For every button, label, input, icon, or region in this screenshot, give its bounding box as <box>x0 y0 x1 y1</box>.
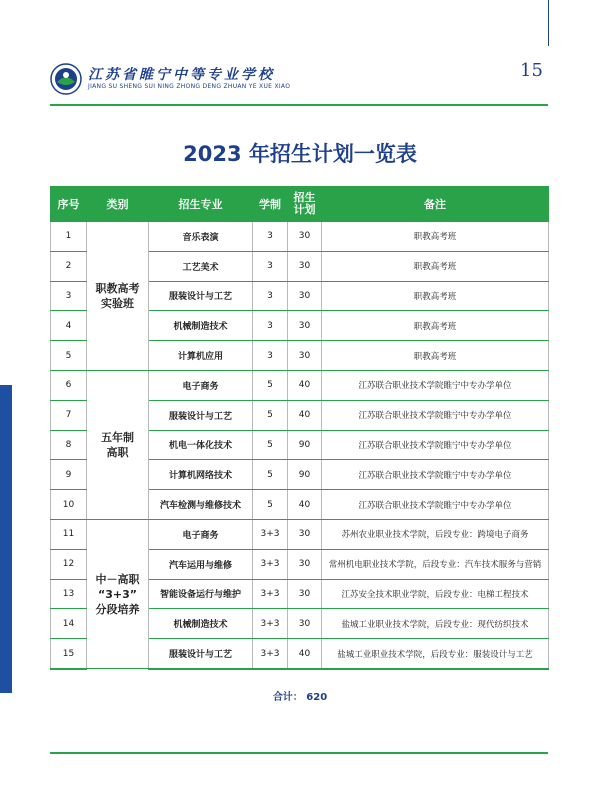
cell-major: 计算机网络技术 <box>149 460 253 490</box>
cell-no: 4 <box>51 311 87 341</box>
cell-plan: 30 <box>288 251 322 281</box>
cell-no: 9 <box>51 460 87 490</box>
cell-major: 服装设计与工艺 <box>149 400 253 430</box>
school-name-cn: 江苏省睢宁中等专业学校 <box>88 67 275 83</box>
school-name-pinyin: JIANG SU SHENG SUI NING ZHONG DENG ZHUAN YE XUE XIAO <box>88 83 291 90</box>
category-line: “3+3” <box>98 587 137 601</box>
cell-years: 3+3 <box>253 519 288 549</box>
cell-years: 5 <box>253 460 288 490</box>
top-vertical-line <box>548 0 549 46</box>
cell-plan: 40 <box>288 639 322 669</box>
cell-note: 常州机电职业技术学院，后段专业：汽车技术服务与营销 <box>322 549 549 579</box>
total-label: 合计： <box>272 692 303 703</box>
cell-major: 汽车检测与维修技术 <box>149 490 253 520</box>
header-major: 招生专业 <box>149 187 253 222</box>
cell-no: 11 <box>51 519 87 549</box>
cell-note: 职教高考班 <box>322 281 549 311</box>
table-row <box>51 370 549 400</box>
cell-major: 汽车运用与维修 <box>149 549 253 579</box>
cell-plan: 90 <box>288 430 322 460</box>
cell-no: 12 <box>51 549 87 579</box>
category-line: 职教高考 <box>95 281 140 295</box>
cell-years: 5 <box>253 370 288 400</box>
cell-note: 苏州农业职业技术学院，后段专业：跨境电子商务 <box>322 519 549 549</box>
cell-no: 13 <box>51 579 87 609</box>
cell-years: 3 <box>253 222 288 252</box>
cell-major: 计算机应用 <box>149 341 253 371</box>
cell-note: 江苏联合职业技术学院睢宁中专办学单位 <box>322 400 549 430</box>
header-divider <box>50 104 548 106</box>
header-plan-line1: 招生 <box>293 191 316 204</box>
cell-major: 服装设计与工艺 <box>149 639 253 669</box>
cell-years: 3 <box>253 281 288 311</box>
cell-major: 音乐表演 <box>149 222 253 252</box>
left-accent-bar <box>0 385 12 693</box>
cell-note: 职教高考班 <box>322 341 549 371</box>
header-years: 学制 <box>253 187 288 222</box>
category-line: 五年制 <box>101 430 134 444</box>
cell-major: 机械制造技术 <box>149 311 253 341</box>
cell-note: 盐城工业职业技术学院，后段专业：现代纺织技术 <box>322 609 549 639</box>
table-row <box>51 222 549 252</box>
cell-note: 职教高考班 <box>322 222 549 252</box>
table-header-row <box>51 187 549 222</box>
header-plan-line2: 计划 <box>293 203 316 216</box>
cell-plan: 30 <box>288 549 322 579</box>
cell-plan: 40 <box>288 370 322 400</box>
cell-major: 电子商务 <box>149 519 253 549</box>
cell-no: 2 <box>51 251 87 281</box>
cell-plan: 30 <box>288 222 322 252</box>
cell-plan: 30 <box>288 341 322 371</box>
cell-note: 江苏联合职业技术学院睢宁中专办学单位 <box>322 460 549 490</box>
cell-major: 电子商务 <box>149 370 253 400</box>
cell-years: 3+3 <box>253 609 288 639</box>
cell-no: 3 <box>51 281 87 311</box>
cell-major: 机械制造技术 <box>149 609 253 639</box>
school-logo-icon <box>50 63 82 95</box>
page-title: 2023 年招生计划一览表 <box>183 142 417 166</box>
category-line: 实验班 <box>101 296 134 310</box>
table-row <box>51 519 549 549</box>
cell-no: 6 <box>51 370 87 400</box>
cell-no: 14 <box>51 609 87 639</box>
cell-plan: 90 <box>288 460 322 490</box>
cell-category-exam-class <box>87 222 149 371</box>
cell-category-3plus3 <box>87 519 149 668</box>
cell-note: 江苏联合职业技术学院睢宁中专办学单位 <box>322 490 549 520</box>
cell-years: 3 <box>253 311 288 341</box>
page-number: 15 <box>520 60 543 81</box>
cell-plan: 30 <box>288 281 322 311</box>
cell-plan: 30 <box>288 311 322 341</box>
cell-note: 江苏联合职业技术学院睢宁中专办学单位 <box>322 430 549 460</box>
category-line: 高职 <box>106 445 129 459</box>
cell-no: 8 <box>51 430 87 460</box>
cell-no: 10 <box>51 490 87 520</box>
cell-note: 江苏联合职业技术学院睢宁中专办学单位 <box>322 370 549 400</box>
category-line: 分段培养 <box>95 602 140 616</box>
cell-no: 1 <box>51 222 87 252</box>
cell-note: 职教高考班 <box>322 311 549 341</box>
enrollment-plan-table <box>50 186 549 670</box>
category-line: 中－高职 <box>95 572 140 586</box>
cell-years: 3+3 <box>253 549 288 579</box>
cell-years: 3+3 <box>253 639 288 669</box>
cell-plan: 30 <box>288 609 322 639</box>
cell-years: 3+3 <box>253 579 288 609</box>
cell-major: 工艺美术 <box>149 251 253 281</box>
total-line <box>0 688 600 703</box>
header-plan <box>288 187 322 222</box>
cell-note: 江苏安全技术职业学院，后段专业：电梯工程技术 <box>322 579 549 609</box>
cell-major: 智能设备运行与维护 <box>149 579 253 609</box>
header-note: 备注 <box>322 187 549 222</box>
header-category: 类别 <box>87 187 149 222</box>
cell-years: 5 <box>253 490 288 520</box>
cell-years: 5 <box>253 400 288 430</box>
footer-divider <box>50 752 548 754</box>
header-no: 序号 <box>51 187 87 222</box>
cell-years: 3 <box>253 341 288 371</box>
cell-plan: 30 <box>288 579 322 609</box>
cell-category-five-year <box>87 370 149 519</box>
cell-major: 服装设计与工艺 <box>149 281 253 311</box>
cell-years: 3 <box>253 251 288 281</box>
cell-no: 5 <box>51 341 87 371</box>
cell-no: 15 <box>51 639 87 669</box>
cell-major: 机电一体化技术 <box>149 430 253 460</box>
total-value: 620 <box>306 692 328 703</box>
cell-years: 5 <box>253 430 288 460</box>
cell-plan: 40 <box>288 400 322 430</box>
cell-no: 7 <box>51 400 87 430</box>
cell-note: 盐城工业职业技术学院，后段专业：服装设计与工艺 <box>322 639 549 669</box>
cell-plan: 30 <box>288 519 322 549</box>
cell-plan: 40 <box>288 490 322 520</box>
cell-note: 职教高考班 <box>322 251 549 281</box>
